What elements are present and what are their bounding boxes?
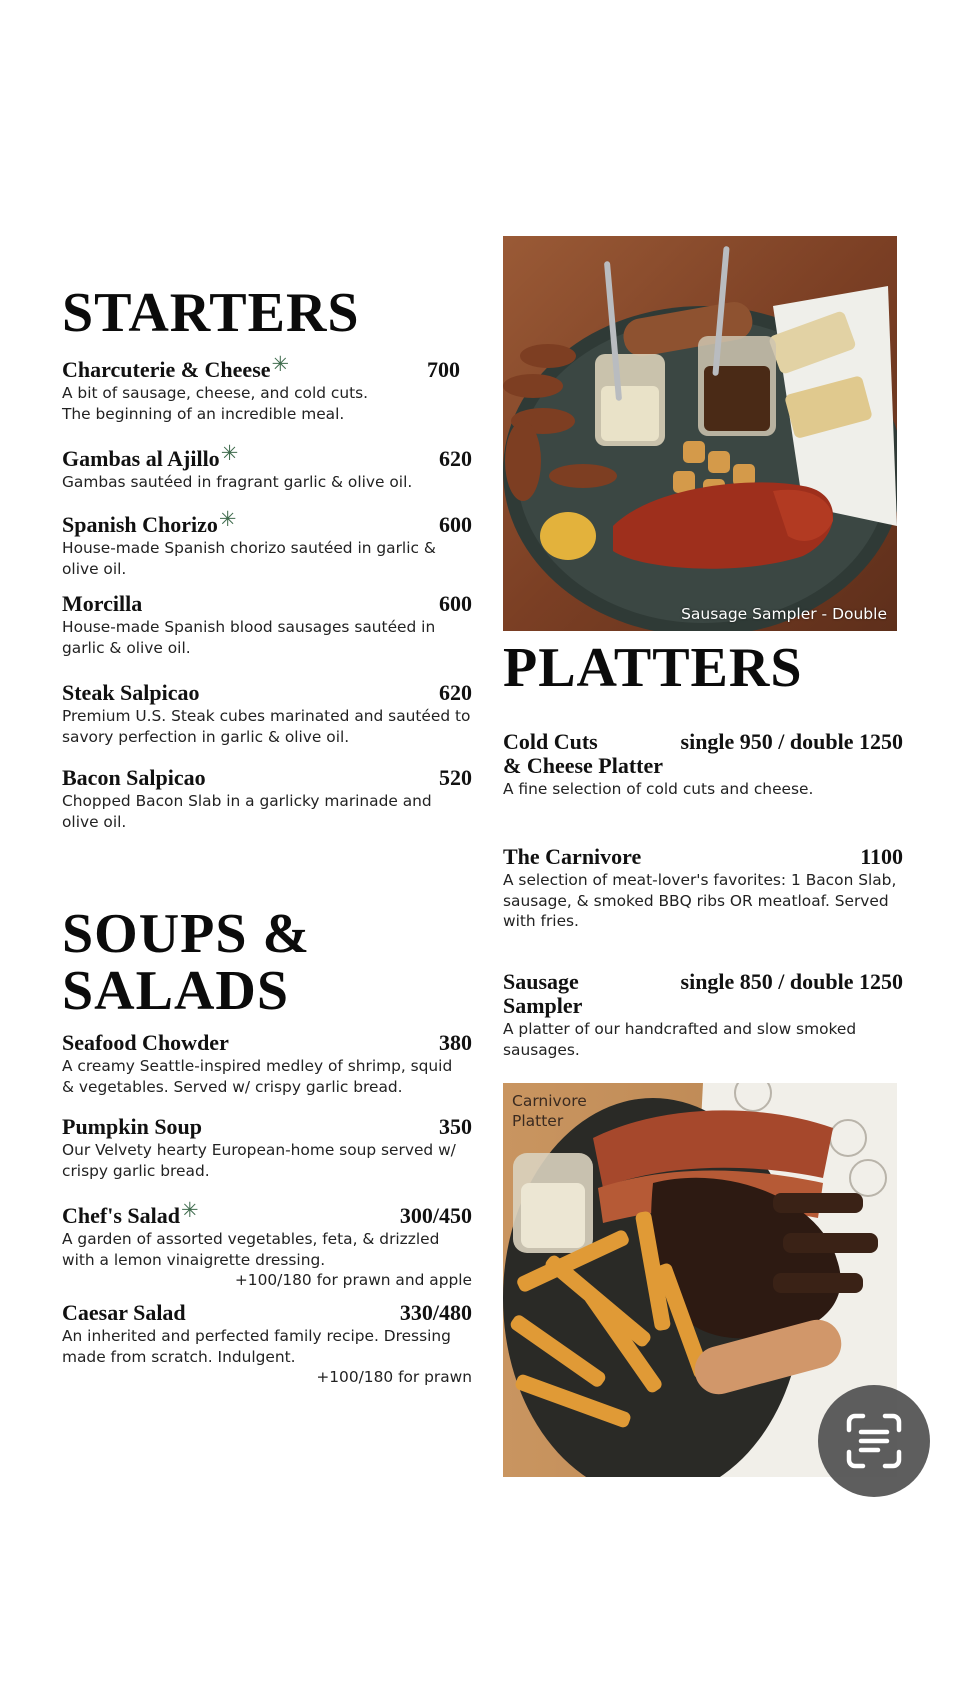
item-description: A selection of meat-lover's favorites: 1 Bacon Slab, sausage, & smoked BBQ ribs OR meatloaf. Served with fries. [503, 871, 897, 930]
item-price: 620 [439, 680, 472, 705]
item-description: A garden of assorted vegetables, feta, & drizzled with a lemon vinaigrette dressing. [62, 1230, 440, 1269]
item-name: Morcilla [62, 591, 143, 616]
scan-text-button[interactable] [818, 1385, 930, 1497]
item-description: House-made Spanish blood sausages sautéed in garlic & olive oil. [62, 618, 436, 657]
item-price: 520 [439, 765, 472, 790]
item-price: 620 [439, 446, 472, 471]
item-description: An inherited and perfected family recipe. Dressing made from scratch. Indulgent. [62, 1327, 451, 1366]
item-description: Our Velvety hearty European-home soup served w/ crispy garlic bread. [62, 1141, 456, 1180]
item-name: Spanish Chorizo [62, 512, 218, 537]
menu-item-the-carnivore [503, 845, 903, 932]
item-name: Pumpkin Soup [62, 1114, 203, 1139]
star-icon: ✳ [271, 352, 290, 376]
item-price: single 850 / double 1250 [680, 969, 903, 994]
item-name: Seafood Chowder [62, 1030, 229, 1055]
item-price: 380 [439, 1030, 472, 1055]
item-name-line: Cold Cuts [503, 729, 598, 754]
item-price: single 950 / double 1250 [680, 729, 903, 754]
menu-item-steak-salpicao [62, 681, 472, 747]
item-name: Chef's Salad [62, 1203, 180, 1228]
caption-line: Platter [512, 1112, 564, 1130]
item-name: Charcuterie & Cheese [62, 357, 271, 382]
item-description: A creamy Seattle-inspired medley of shrimp, squid & vegetables. Served w/ crispy garlic bread. [62, 1057, 453, 1096]
item-name: Bacon Salpicao [62, 765, 206, 790]
soups-salads-heading [62, 903, 311, 1022]
heading-line: SALADS [62, 960, 289, 1022]
menu-item-morcilla [62, 592, 472, 658]
item-name [503, 730, 663, 778]
item-price: 330/480 [399, 1300, 472, 1325]
platters-heading: PLATTERS [503, 637, 803, 699]
star-icon: ✳ [180, 1198, 199, 1222]
item-price: 700 [427, 357, 460, 382]
menu-item-cold-cuts [503, 730, 903, 800]
item-description: Gambas sautéed in fragrant garlic & olive oil. [62, 473, 413, 491]
menu-item-chefs-salad [62, 1198, 472, 1291]
item-description: A fine selection of cold cuts and cheese. [503, 780, 814, 798]
menu-item-charcuterie [62, 352, 472, 424]
item-price: 350 [439, 1114, 472, 1139]
item-price: 300/450 [399, 1203, 472, 1228]
star-icon: ✳ [218, 507, 237, 531]
item-description: House-made Spanish chorizo sautéed in garlic & olive oil. [62, 539, 436, 578]
item-name-line: Sausage [503, 969, 579, 994]
menu-item-gambas [62, 441, 472, 493]
item-description: A platter of our handcrafted and slow smoked sausages. [503, 1020, 857, 1059]
item-name: The Carnivore [503, 844, 642, 869]
item-description: Chopped Bacon Slab in a garlicky marinade and olive oil. [62, 792, 432, 831]
menu-item-bacon-salpicao [62, 766, 472, 832]
menu-item-seafood-chowder [62, 1031, 472, 1097]
item-name: Steak Salpicao [62, 680, 200, 705]
item-price: 600 [439, 512, 472, 537]
item-name: Gambas al Ajillo [62, 446, 220, 471]
sausage-sampler-photo [503, 236, 897, 631]
caption-line: Carnivore [512, 1092, 587, 1110]
item-name [503, 970, 582, 1018]
item-name: Caesar Salad [62, 1300, 186, 1325]
photo-caption [512, 1091, 587, 1131]
item-price: 1100 [860, 844, 903, 869]
menu-item-caesar-salad [62, 1301, 472, 1388]
item-name-line: & Cheese Platter [503, 753, 664, 778]
scan-text-icon [845, 1412, 903, 1470]
star-icon: ✳ [220, 441, 239, 465]
heading-line: SOUPS & [62, 903, 311, 965]
item-name-line: Sampler [503, 993, 583, 1018]
item-price: 600 [439, 591, 472, 616]
menu-item-pumpkin-soup [62, 1115, 472, 1181]
menu-item-sausage-sampler [503, 970, 903, 1060]
item-description: Premium U.S. Steak cubes marinated and sautéed to savory perfection in garlic & olive oil. [62, 707, 471, 746]
item-addon: +100/180 for prawn [316, 1368, 472, 1386]
photo-caption: Sausage Sampler - Double [681, 605, 887, 623]
item-description: A bit of sausage, cheese, and cold cuts. The beginning of an incredible meal. [62, 384, 369, 423]
menu-item-chorizo [62, 507, 472, 579]
starters-heading: STARTERS [62, 282, 360, 344]
item-addon: +100/180 for prawn and apple [234, 1271, 472, 1289]
